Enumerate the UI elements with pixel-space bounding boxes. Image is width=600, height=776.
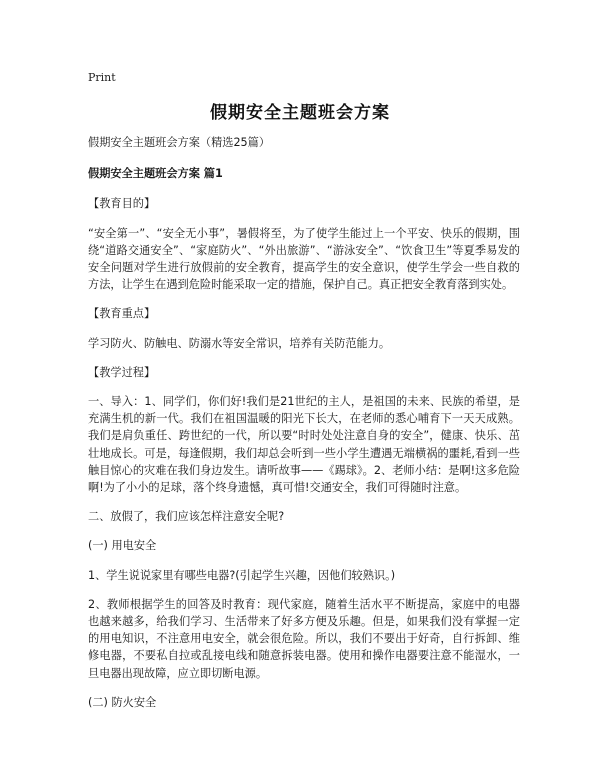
paragraph-electric-item-2: 2、教师根据学生的回答及时教育：现代家庭，随着生活水平不断提高，家庭中的电器也越来越多，给我们学习、生活带来了好多方便及乐趣。但是，如果我们没有掌握一定的用电知识，不注意用电安全，就会很危险。所以，我们不要出于好奇，自行拆卸、维修电器，不要私自拉或乱接电线和随意拆装电器。使用和操作电器要注意不能湿水，一旦电器出现故障，应立即切断电源。 [88, 597, 520, 680]
heading-process: 【教学过程】 [88, 365, 156, 379]
subheading-electric-safety: (一) 用电安全 [88, 539, 157, 553]
subheading-fire-safety: (二) 防火安全 [88, 695, 157, 709]
heading-focus: 【教育重点】 [88, 307, 156, 321]
print-label[interactable]: Print [88, 71, 116, 84]
paragraph-focus: 学习防火、防触电、防溺水等安全常识，培养有关防范能力。 [88, 336, 391, 350]
paragraph-electric-item-1: 1、学生说说家里有哪些电器?(引起学生兴趣，因他们较熟识。) [88, 568, 396, 582]
paragraph-process: 一、导入：1、同学们，你们好!我们是21世纪的主人，是祖国的未来、民族的希望，是充满生机的新一代。我们在祖国温暖的阳光下长大，在老师的悉心哺育下一天天成熟。我们是肩负重任、跨世纪的一代，所以要“时时处处注意自身的安全”，健康、快乐、茁壮地成长。可是，每逢假期，我们却总会听到一些小学生遭遇无端横祸的噩耗,看到一些触目惊心的灾难在我们身边发生。请听故事——《踢球》。2、老师小结：是啊!这多危险啊!为了小小的足球，落个终身遗憾，真可惜!交通安全，我们可得随时注意。 [88, 395, 520, 495]
document-body [88, 134, 520, 723]
document-subtitle: 假期安全主题班会方案（精选25篇） [88, 136, 271, 149]
paragraph-goal: “安全第一”、“安全无小事”，暑假将至，为了使学生能过上一个平安、快乐的假期，围绕“道路交通安全”、“家庭防火”、“外出旅游”、“游泳安全”、“饮食卫生”等夏季易发的安全问题对学生进行放假前的安全教育，提高学生的安全意识，使学生学会一些自救的方法，让学生在遇到危险时能采取一定的措施，保护自己。真正把安全教育落到实处。 [88, 226, 520, 292]
section-title: 假期安全主题班会方案 篇1 [88, 167, 223, 181]
paragraph-part-two: 二、放假了，我们应该怎样注意安全呢? [88, 510, 285, 524]
heading-goal: 【教育目的】 [88, 197, 156, 211]
page-title: 假期安全主题班会方案 [210, 103, 390, 123]
